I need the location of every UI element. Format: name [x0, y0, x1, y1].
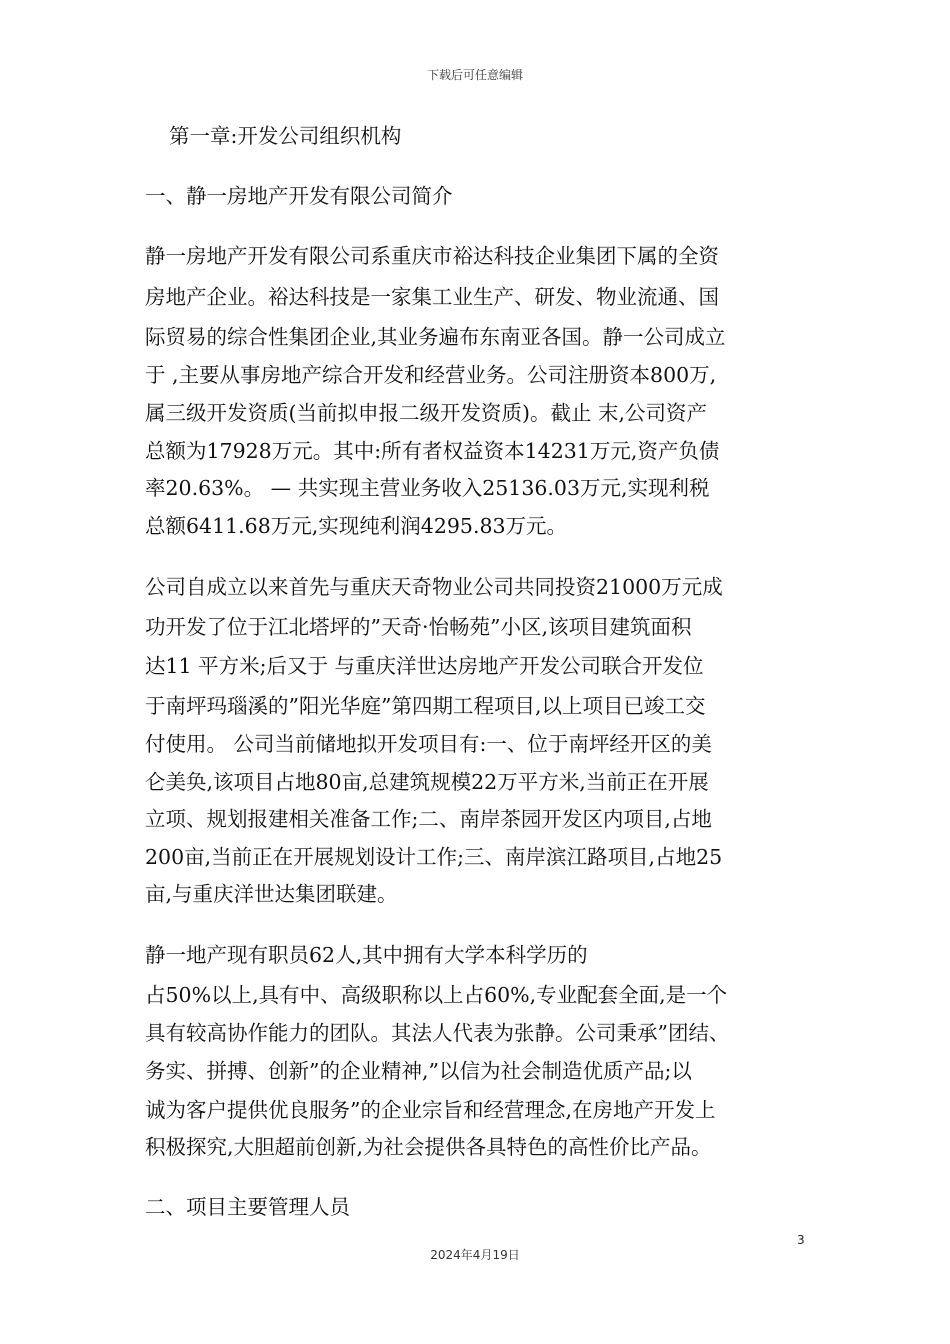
- section-heading-1: 一、静一房地产开发有限公司简介: [145, 184, 453, 208]
- text-line: 仑美奂,该项目占地80亩,总建筑规模22万平方米,当前正在开展: [145, 770, 709, 794]
- text-line: 于 ,主要从事房地产综合开发和经营业务。公司注册资本800万,: [145, 363, 717, 387]
- page-footer-date: 2024年4月19日: [430, 1248, 520, 1262]
- text-line: 属三级开发资质(当前拟申报二级开发资质)。截止 末,公司资产: [145, 401, 708, 425]
- page-header: 下载后可任意编辑: [426, 68, 523, 82]
- section-heading-2: 二、项目主要管理人员: [145, 1195, 350, 1219]
- text-line: 静一地产现有职员62人,其中拥有大学本科学历的: [145, 943, 588, 967]
- text-line: 积极探究,大胆超前创新,为社会提供各具特色的高性价比产品。: [145, 1135, 712, 1159]
- text-line: 具有较高协作能力的团队。其法人代表为张静。公司秉承”团结、: [145, 1021, 730, 1045]
- text-line: 功开发了位于江北塔坪的”天奇·怡畅苑”小区,该项目建筑面积: [145, 615, 692, 639]
- text-line: 付使用。 公司当前储地拟开发项目有:一、位于南坪经开区的美: [145, 732, 712, 756]
- text-line: 200亩,当前正在开展规划设计工作;三、南岸滨江路项目,占地25: [145, 845, 723, 869]
- text-line: 静一房地产开发有限公司系重庆市裕达科技企业集团下属的全资: [145, 244, 719, 268]
- text-line: 总额为17928万元。其中:所有者权益资本14231万元,资产负债: [145, 439, 720, 463]
- text-line: 诚为客户提供优良服务”的企业宗旨和经营理念,在房地产开发上: [145, 1098, 716, 1122]
- text-line: 立项、规划报建相关准备工作;二、南岸茶园开发区内项目,占地: [145, 807, 712, 831]
- text-line: 总额6411.68万元,实现纯利润4295.83万元。: [145, 514, 568, 538]
- text-line: 占50%以上,具有中、高级职称以上占60%,专业配套全面,是一个: [145, 983, 728, 1007]
- text-line: 务实、拼搏、创新”的企业精神,”以信为社会制造优质产品;以: [145, 1059, 692, 1083]
- text-line: 率20.63%。 — 共实现主营业务收入25136.03万元,实现利税: [145, 476, 710, 500]
- text-line: 于南坪玛瑙溪的”阳光华庭”第四期工程项目,以上项目已竣工交: [145, 694, 706, 718]
- text-line: 达11 平方米;后又于 与重庆洋世达房地产开发公司联合开发位: [145, 654, 704, 678]
- page-number: 3: [797, 1233, 805, 1247]
- text-line: 房地产企业。裕达科技是一家集工业生产、研发、物业流通、国: [145, 285, 719, 309]
- text-line: 公司自成立以来首先与重庆天奇物业公司共同投资21000万元成: [145, 575, 723, 599]
- text-line: 亩,与重庆洋世达集团联建。: [145, 882, 398, 906]
- chapter-title: 第一章:开发公司组织机构: [169, 124, 402, 148]
- text-line: 际贸易的综合性集团企业,其业务遍布东南亚各国。静一公司成立: [145, 325, 726, 349]
